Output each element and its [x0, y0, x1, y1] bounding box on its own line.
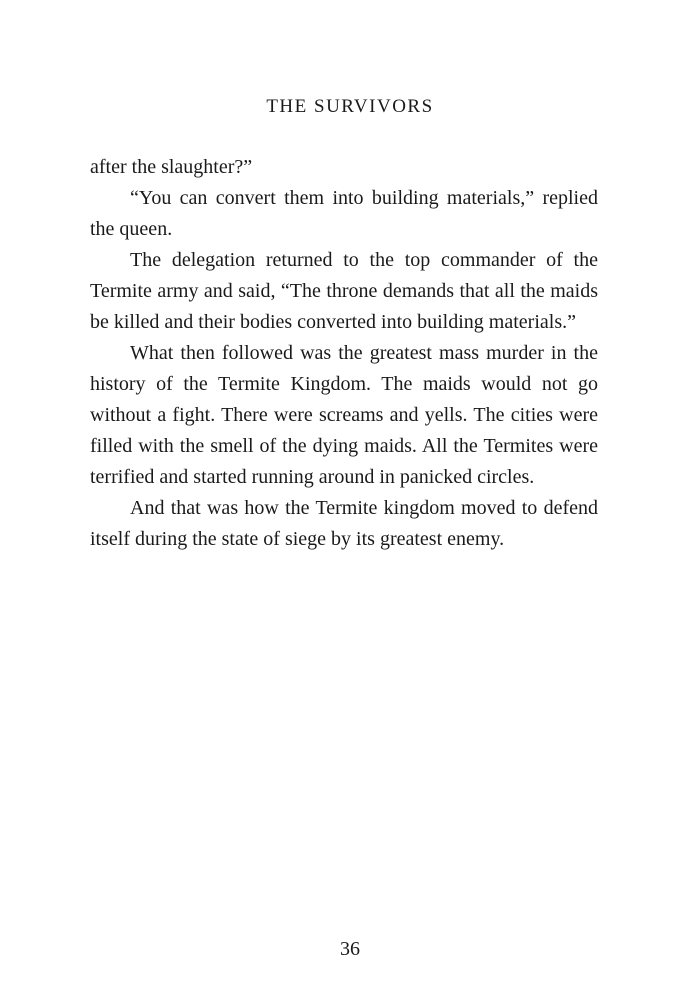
paragraph-continuation: after the slaughter?”: [90, 156, 253, 178]
page-number: 36: [340, 938, 360, 960]
paragraph: “You can convert them into building materials,” replied the queen.: [90, 187, 598, 240]
paragraph: The delegation returned to the top commander of the Termite army and said, “The throne demands that all the maids be killed and their bodies converted into building materials.”: [90, 249, 598, 333]
running-head: THE SURVIVORS: [266, 96, 434, 117]
paragraph: And that was how the Termite kingdom moved to defend itself during the state of siege by its greatest enemy.: [90, 497, 598, 550]
paragraph: What then followed was the greatest mass murder in the history of the Termite Kingdom. The maids would not go without a fight. There were screams and yells. The cities were filled with the smell of the dying maids. All the Termites were terrified and started running around in panicked circles.: [90, 342, 598, 488]
body-text: [90, 152, 598, 555]
